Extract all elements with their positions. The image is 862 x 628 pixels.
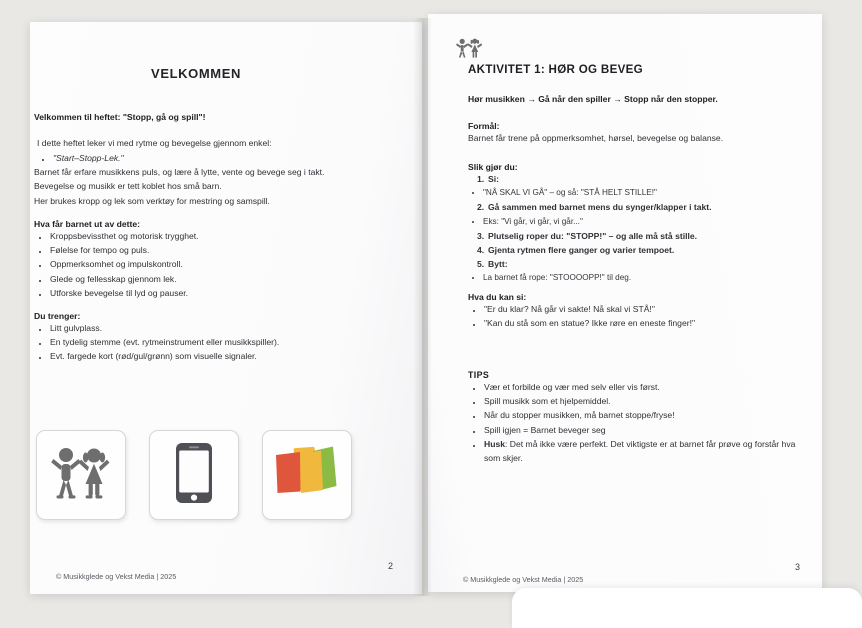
list-item: • Glede og fellesskap gjennom lek. <box>49 272 364 286</box>
intro-line-2: Barnet får erfare musikkens puls, og lære å lytte, vente og bevege seg i takt. <box>34 166 325 177</box>
list-item: • "NÅ SKAL VI GÅ" – og så: "STÅ HELT STILLE!" <box>483 186 813 200</box>
step-sub-list <box>468 215 813 229</box>
smartphone-icon <box>175 442 213 509</box>
step-sub-list <box>468 271 813 285</box>
benefits-heading: Hva får barnet ut av dette: <box>34 219 141 229</box>
page-title-velkommen: VELKOMMEN <box>151 66 241 81</box>
step-number: 1. <box>477 174 485 184</box>
tip-bold-prefix: Husk <box>484 438 506 449</box>
tips-list <box>468 380 798 465</box>
needs-block <box>34 311 374 364</box>
benefits-list <box>34 229 364 300</box>
list-item: • La barnet få rope: "STOOOOPP!" til deg. <box>483 271 813 285</box>
list-item: • "Kan du stå som en statue? Ikke røre en eneste finger!" <box>483 316 813 330</box>
step-number: 4. <box>477 245 485 256</box>
list-item: • Litt gulvplass. <box>49 321 374 335</box>
step-text: Si: <box>488 174 499 184</box>
step-number: 5. <box>477 259 485 270</box>
page-number-right: 3 <box>795 562 801 572</box>
what-to-say-block <box>468 292 813 330</box>
tip-text: : Det må ikke være perfekt. Det viktigste er at barnet får prøve og forstår hva som skjer. <box>484 438 796 464</box>
what-to-say-list <box>468 302 813 330</box>
list-item <box>483 380 798 394</box>
step-number: 2. <box>477 202 485 213</box>
how-to-step <box>468 200 813 214</box>
benefits-block <box>34 219 364 300</box>
step-sub-list <box>468 186 813 200</box>
tip-text: Vær et forbilde og vær med selv eller vis først. <box>484 382 660 392</box>
how-to-steps <box>468 172 813 286</box>
list-item <box>483 437 798 465</box>
illustration-box-cards <box>262 430 352 520</box>
list-item <box>483 423 798 437</box>
how-to-step <box>468 172 813 186</box>
step-number: 3. <box>477 230 485 241</box>
intro-line-1: I dette heftet leker vi med rytme og bevegelse gjennom enkel: <box>37 138 272 148</box>
list-item: • En tydelig stemme (evt. rytmeinstrument eller musikkspiller). <box>49 335 374 349</box>
tips-block <box>468 370 798 465</box>
needs-heading: Du trenger: <box>34 311 81 321</box>
purpose-text: Barnet får trene på oppmerksomhet, hørsel, bevegelse og balanse. <box>468 133 724 143</box>
how-to-heading: Slik gjør du: <box>468 162 518 172</box>
intro-bullet-list <box>34 151 364 165</box>
purpose-heading: Formål: <box>468 121 500 131</box>
illustration-box-phone <box>149 430 239 520</box>
list-item: • "Start–Stopp-Lek." <box>52 151 364 165</box>
list-item: • Følelse for tempo og puls. <box>49 243 364 257</box>
footer-right: © Musikkglede og Vekst Media | 2025 <box>463 575 584 584</box>
how-to-block <box>468 162 813 286</box>
list-item <box>483 408 798 422</box>
activity-title: AKTIVITET 1: HØR OG BEVEG <box>468 63 643 76</box>
list-item: • Utforske bevegelse til lyd og pauser. <box>49 286 364 300</box>
list-item <box>483 394 798 408</box>
page-number-left: 2 <box>388 561 394 571</box>
tips-heading: TIPS <box>468 370 490 380</box>
needs-list <box>34 321 374 364</box>
step-text: Bytt: <box>488 259 508 270</box>
tip-text: Spill musikk som et hjelpemiddel. <box>484 396 611 407</box>
tip-text: Spill igjen = Barnet beveger seg <box>484 424 606 435</box>
intro-heading: Velkommen til heftet: "Stopp, gå og spill"! <box>34 112 206 122</box>
how-to-step <box>468 229 813 243</box>
children-playing-icon <box>50 446 112 505</box>
illustration-row <box>36 430 396 520</box>
activity-lead: Hør musikken → Gå når den spiller → Stopp når den stopper. <box>468 94 718 104</box>
list-item: • Evt. fargede kort (rød/gul/grønn) som visuelle signaler. <box>49 349 374 363</box>
tip-text: Når du stopper musikken, må barnet stoppe/fryse! <box>484 410 675 421</box>
list-item: • Kroppsbevissthet og motorisk trygghet. <box>49 229 364 243</box>
how-to-step <box>468 243 813 257</box>
how-to-step <box>468 257 813 271</box>
list-item: • "Er du klar? Nå går vi sakte! Nå skal vi STÅ!" <box>483 302 813 316</box>
what-to-say-heading: Hva du kan si: <box>468 292 527 302</box>
colored-cards-icon <box>273 445 341 506</box>
bottom-overlay-card <box>512 588 862 628</box>
step-text: Gå sammen med barnet mens du synger/klapper i takt. <box>488 202 712 213</box>
purpose-block <box>468 121 808 146</box>
step-text: Gjenta rytmen flere ganger og varier tempoet. <box>488 245 675 256</box>
illustration-box-children <box>36 430 126 520</box>
step-text: Plutselig roper du: "STOPP!" – og alle må stå stille. <box>488 230 698 241</box>
footer-left: © Musikkglede og Vekst Media | 2025 <box>56 572 177 581</box>
intro-line-4: Her brukes kropp og lek som verktøy for mestring og samspill. <box>34 195 270 206</box>
welcome-intro-block <box>34 112 364 209</box>
list-item: • Oppmerksomhet og impulskontroll. <box>49 257 364 271</box>
two-children-pictogram-icon <box>456 38 484 63</box>
intro-line-3: Bevegelse og musikk er tett koblet hos små barn. <box>34 181 222 192</box>
list-item: • Eks: "Vi går, vi går, vi går..." <box>483 215 813 229</box>
